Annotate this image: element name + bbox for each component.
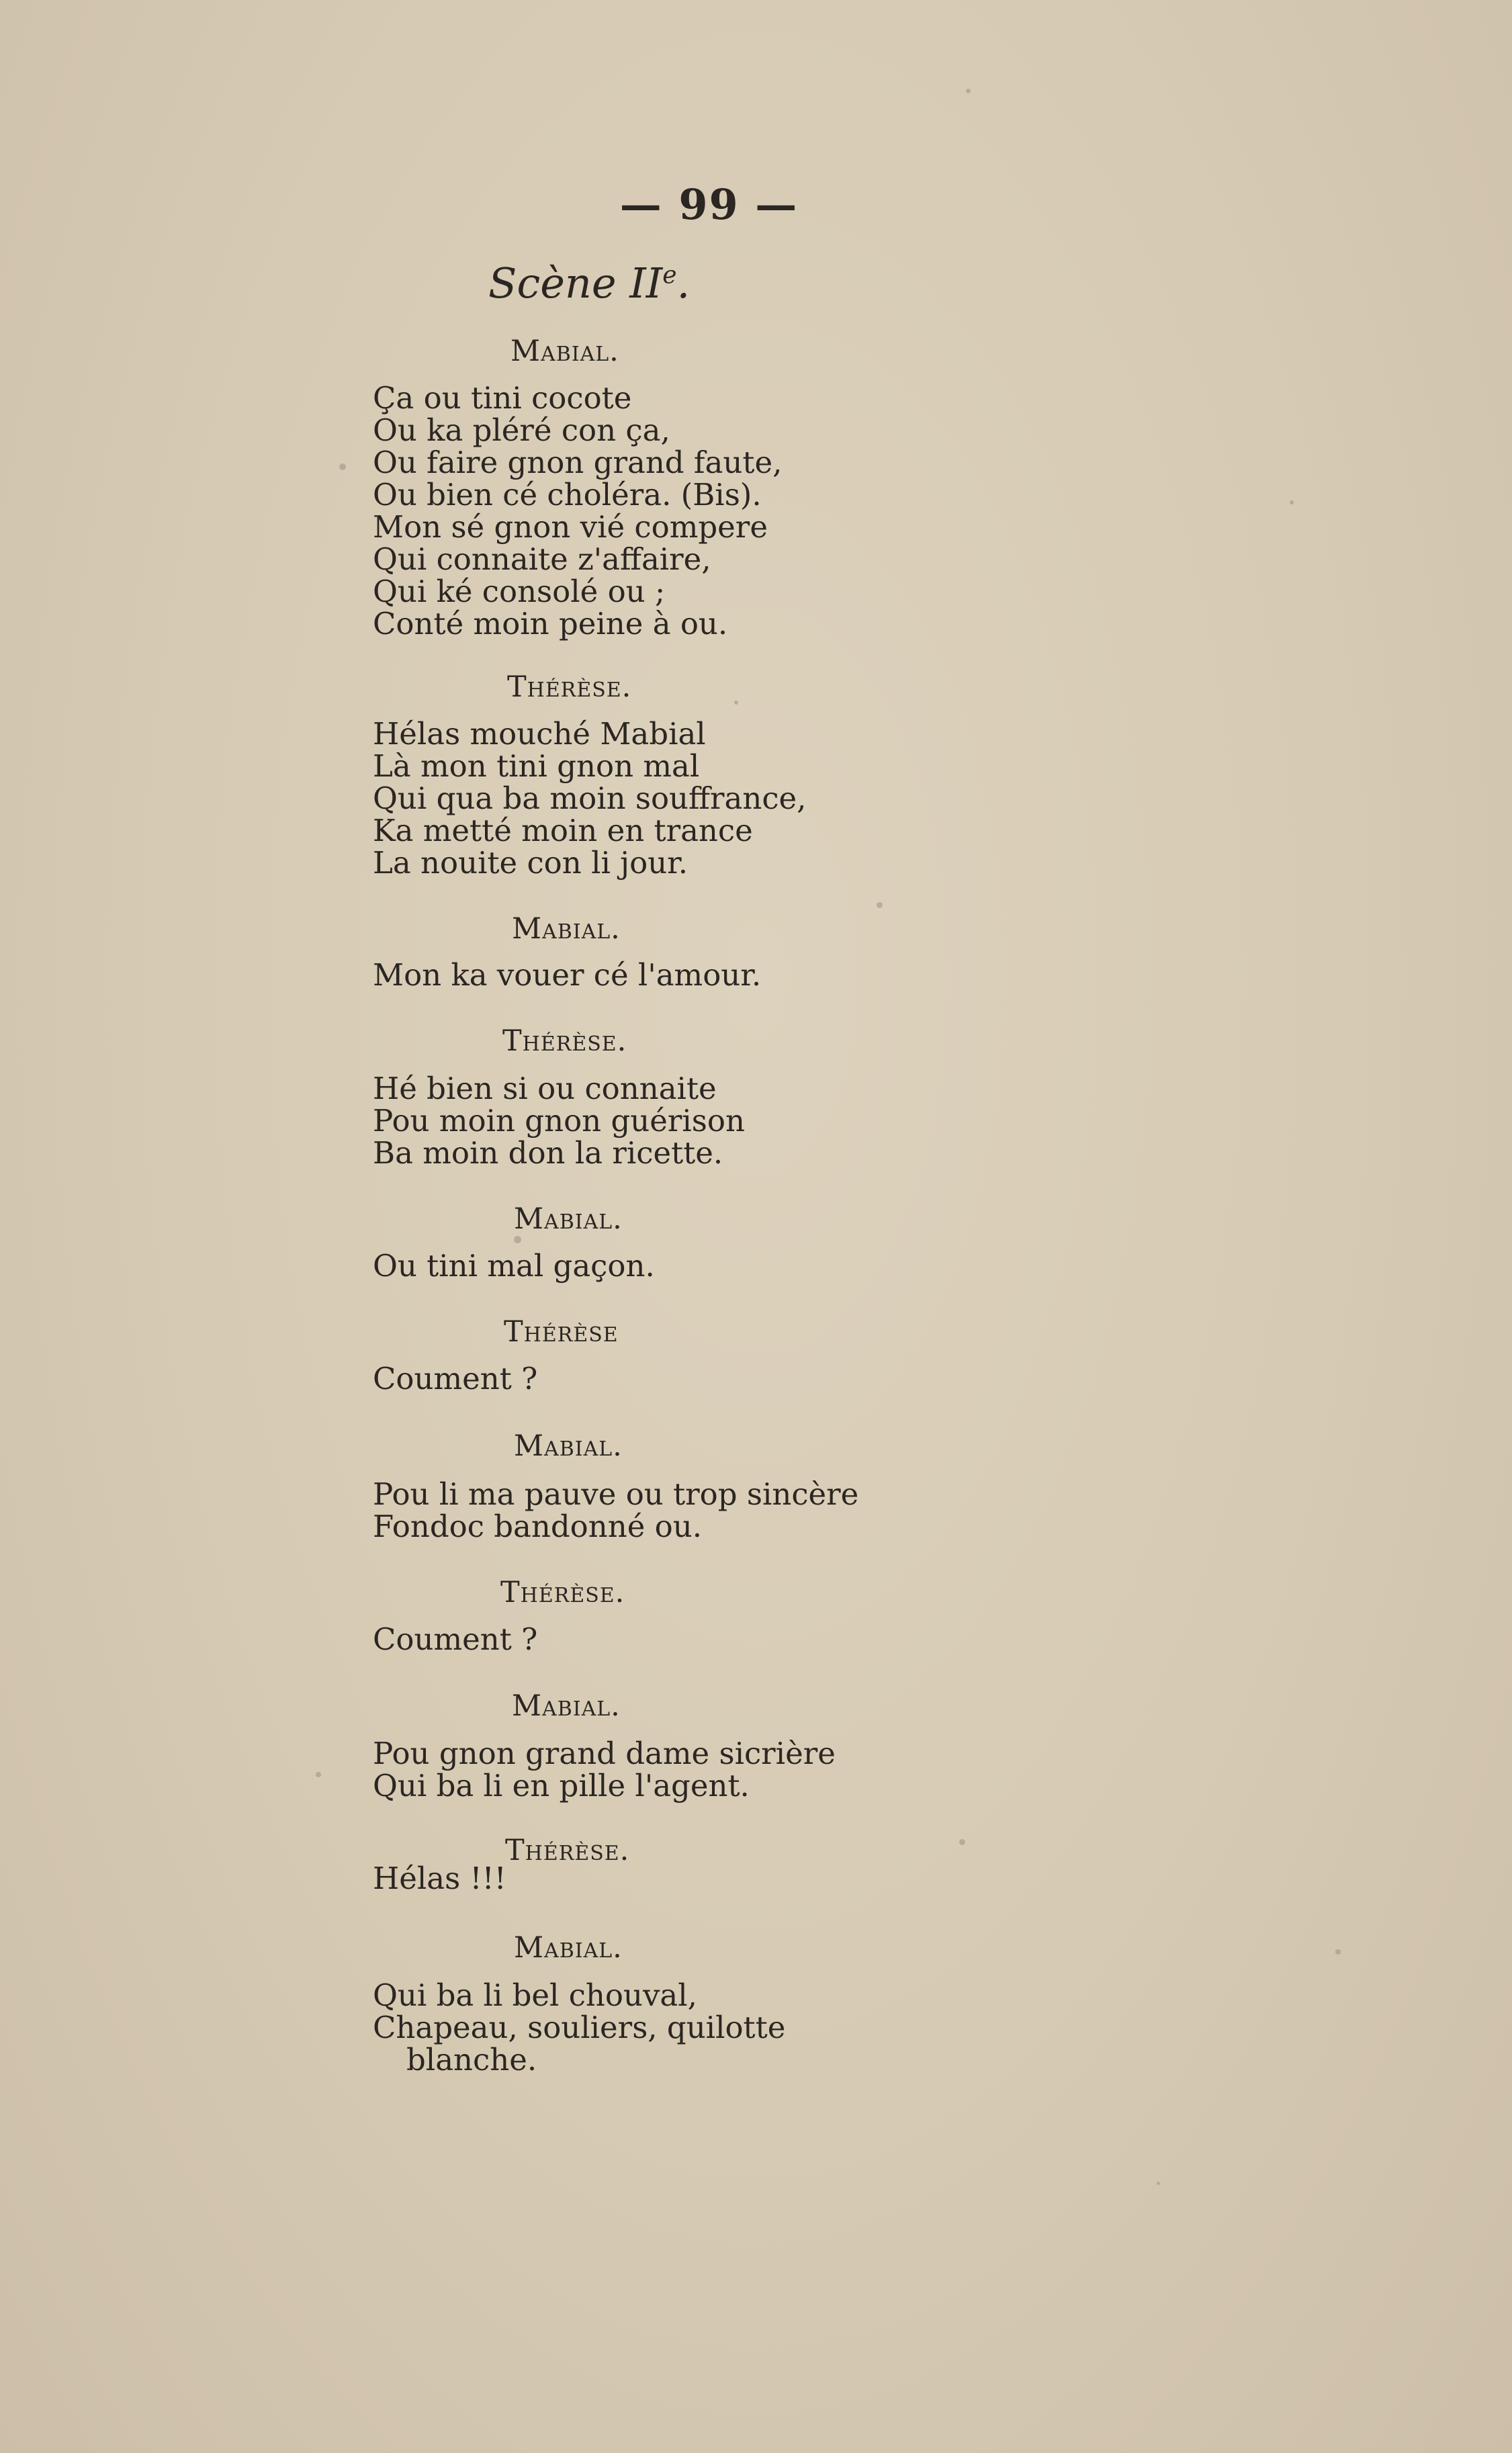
verse-line: Qui ba li en pille l'agent. <box>373 1768 750 1803</box>
verse-line: Chapeau, souliers, quilotte <box>373 2010 786 2045</box>
verse-line: Ou faire gnon grand faute, <box>373 445 783 480</box>
paper-speck <box>1335 1949 1341 1955</box>
speaker-name: Thérèse. <box>507 670 632 704</box>
speaker-name: Mabial. <box>512 912 621 946</box>
verse-line: Pou li ma pauve ou trop sincère <box>373 1476 859 1512</box>
verse-line: Qui qua ba moin souffrance, <box>373 780 807 816</box>
paper-speck <box>877 902 883 908</box>
speaker-name: Thérèse. <box>502 1024 627 1058</box>
paper-speck <box>339 463 346 470</box>
speaker-name: Mabial. <box>512 1689 621 1723</box>
paper-speck <box>959 1839 965 1845</box>
verse-line: Ça ou tini cocote <box>373 380 632 416</box>
verse-line: Ka metté moin en trance <box>373 813 753 848</box>
paper-speck <box>316 1772 321 1777</box>
verse-line: Pou moin gnon guérison <box>373 1103 745 1139</box>
verse-line: blanche. <box>406 2042 537 2078</box>
paper-speck <box>1157 2182 1160 2185</box>
speaker-name: Mabial. <box>514 1931 623 1965</box>
paper-speck <box>734 701 738 705</box>
verse-line: Coument ? <box>373 1621 538 1657</box>
verse-line: Ou bien cé choléra. (Bis). <box>373 477 762 512</box>
speaker-name: Thérèse. <box>500 1576 625 1609</box>
verse-line: Qui ba li bel chouval, <box>373 1977 697 2013</box>
verse-line: Hé bien si ou connaite <box>373 1071 717 1106</box>
verse-line: Mon sé gnon vié compere <box>373 509 768 545</box>
verse-line: Hélas mouché Mabial <box>373 716 706 752</box>
verse-line: Qui ké consolé ou ; <box>373 574 666 609</box>
speaker-name: Mabial. <box>514 1429 623 1463</box>
paper-speck <box>966 89 971 93</box>
verse-line: Mon ka vouer cé l'amour. <box>373 957 762 993</box>
verse-line: Là mon tini gnon mal <box>373 748 700 784</box>
speaker-name: Thérèse. <box>505 1834 630 1867</box>
scene-title-text: Scène II <box>488 259 663 308</box>
verse-line: Ou tini mal gaçon. <box>373 1248 655 1284</box>
verse-line: Qui connaite z'affaire, <box>373 541 711 577</box>
verse-line: La nouite con li jour. <box>373 845 688 881</box>
paper-speck <box>1290 500 1294 504</box>
scene-title <box>488 259 690 308</box>
speaker-name: Thérèse <box>504 1315 619 1349</box>
verse-line: Coument ? <box>373 1361 538 1396</box>
verse-line: Hélas !!! <box>373 1861 506 1896</box>
verse-line: Ba moin don la ricette. <box>373 1135 723 1171</box>
scene-title-period: . <box>676 259 691 308</box>
verse-line: Ou ka pléré con ça, <box>373 412 670 448</box>
verse-line: Pou gnon grand dame sicrière <box>373 1736 836 1771</box>
speaker-name: Mabial. <box>514 1202 623 1236</box>
page-number: — 99 — <box>619 180 799 229</box>
paper-speck <box>514 1236 521 1243</box>
verse-line: Conté moin peine à ou. <box>373 606 728 641</box>
scene-title-superscript: e <box>662 261 677 289</box>
verse-line: Fondoc bandonné ou. <box>373 1509 703 1544</box>
speaker-name: Mabial. <box>510 334 619 368</box>
